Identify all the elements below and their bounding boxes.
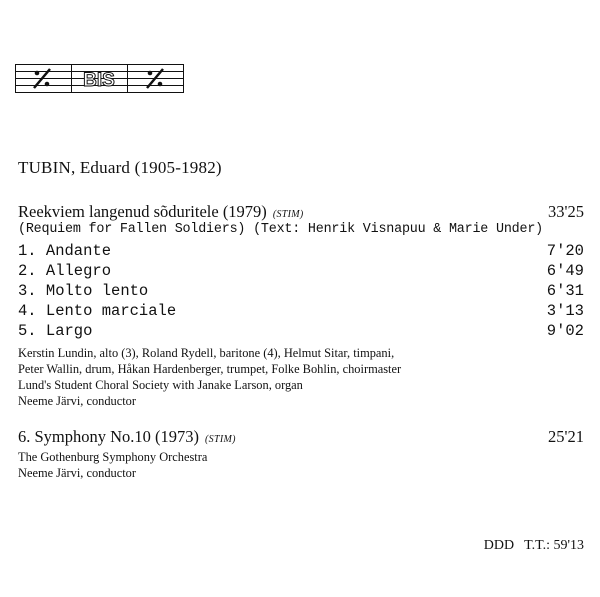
composer-heading: TUBIN, Eduard (1905-1982) — [18, 158, 222, 177]
performers-requiem — [18, 345, 401, 409]
movement-label: 4. Lento marciale — [18, 302, 177, 320]
movement-row — [18, 322, 584, 342]
publisher-tag: (STIM) — [205, 434, 236, 445]
recording-code: DDD — [483, 538, 515, 553]
movement-row — [18, 242, 584, 262]
movement-row — [18, 302, 584, 322]
movement-label: 5. Largo — [18, 322, 93, 340]
performer-line: Peter Wallin, drum, Håkan Hardenberger, trumpet, Folke Bohlin, choirmaster — [18, 362, 402, 376]
movement-label: 3. Molto lento — [18, 282, 149, 300]
movement-time: 6'49 — [546, 262, 584, 280]
movement-row — [18, 282, 584, 302]
work-symphony — [18, 427, 584, 447]
movement-row — [18, 262, 584, 282]
work-title: 6. Symphony No.10 (1973) — [18, 427, 200, 446]
performer-line: Kerstin Lundin, alto (3), Roland Rydell, baritone (4), Helmut Sitar, timpani, — [18, 346, 395, 360]
work-requiem — [18, 202, 584, 342]
movement-label: 2. Allegro — [18, 262, 112, 280]
movement-time: 6'31 — [546, 282, 584, 300]
movement-time: 7'20 — [546, 242, 584, 260]
movement-time: 3'13 — [546, 302, 584, 320]
bis-logo-text: BIS — [83, 70, 115, 91]
performer-line: The Gothenburg Symphony Orchestra — [18, 450, 208, 464]
movement-label: 1. Andante — [18, 242, 112, 260]
performers-symphony — [18, 449, 207, 481]
performer-line: Neeme Järvi, conductor — [18, 466, 137, 480]
work-duration: 33'25 — [548, 202, 584, 221]
work-title-row — [18, 202, 584, 222]
performer-line: Neeme Järvi, conductor — [18, 394, 137, 408]
performer-line: Lund's Student Choral Society with Janake Larson, organ — [18, 378, 303, 392]
work-title: Reekviem langenud sõduritele (1979) — [18, 202, 267, 221]
total-time: T.T.: 59'13 — [524, 538, 584, 553]
work-subtitle: (Requiem for Fallen Soldiers) (Text: Henrik Visnapuu & Marie Under) — [18, 222, 543, 237]
work-title-row — [18, 427, 584, 447]
footer-info — [484, 538, 584, 554]
movement-time: 9'02 — [546, 322, 584, 340]
work-duration: 25'21 — [548, 427, 584, 446]
bis-logo — [15, 64, 184, 93]
publisher-tag: (STIM) — [272, 209, 304, 220]
